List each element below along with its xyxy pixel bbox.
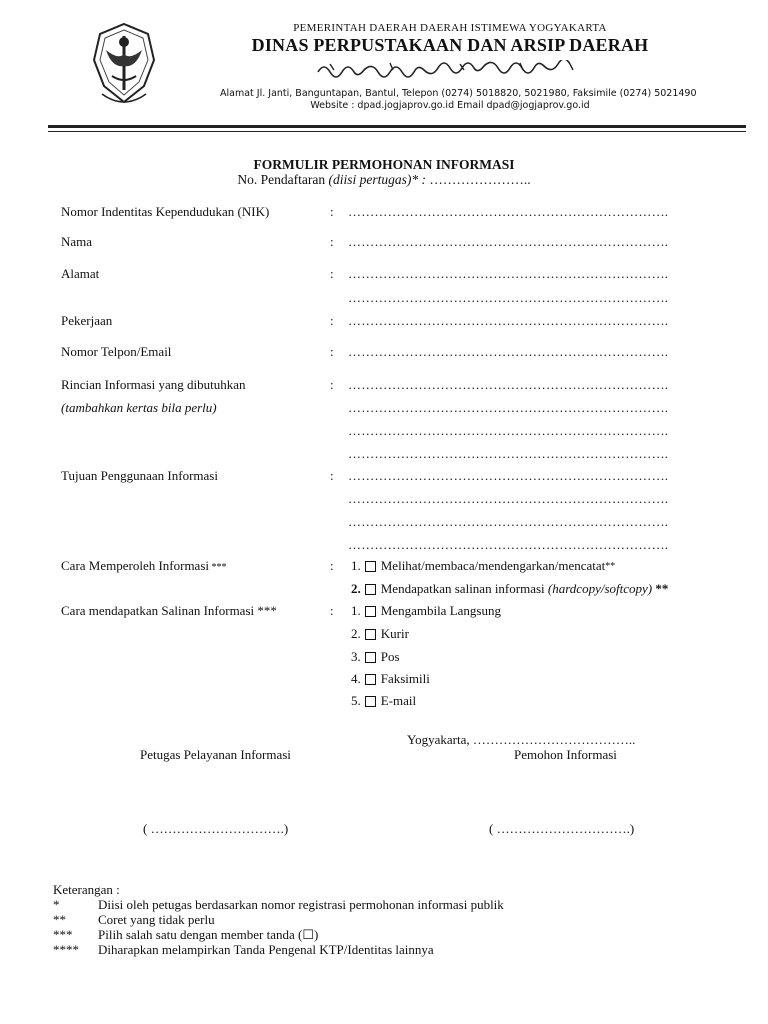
registration-note: (diisi pertugas)* :: [328, 172, 426, 187]
government-name: PEMERINTAH DAERAH DAERAH ISTIMEWA YOGYAKARTA: [293, 22, 607, 34]
checkbox[interactable]: [365, 561, 376, 572]
registration-number: [0, 172, 768, 188]
colon: :: [330, 377, 334, 392]
colon: :: [330, 603, 334, 618]
colon: :: [330, 313, 334, 328]
cara-memperoleh-text: Cara Memperoleh Informasi: [61, 558, 210, 573]
applicant-title: Pemohon Informasi: [514, 747, 617, 762]
option-label: Pos: [380, 649, 400, 664]
checkbox[interactable]: [365, 584, 376, 595]
colon: :: [330, 344, 334, 359]
colon: :: [330, 204, 334, 219]
cara-memperoleh-label: [61, 558, 227, 574]
checkbox[interactable]: [365, 606, 376, 617]
option-number: 1.: [351, 558, 361, 573]
option-label: Kurir: [380, 626, 409, 641]
form-title: FORMULIR PERMOHONAN INFORMASI: [253, 157, 515, 172]
note-text: Pilih salah satu dengan member tanda (☐): [98, 927, 319, 942]
option-number: 3.: [351, 649, 361, 664]
option-number: 1.: [351, 603, 361, 618]
note-text: Coret yang tidak perlu: [98, 912, 215, 927]
tujuan-field-line-3[interactable]: ……………………………………………………………….: [348, 514, 669, 529]
nama-label: Nama: [61, 234, 93, 249]
salinan-option-4[interactable]: [351, 671, 430, 687]
memperoleh-option-1[interactable]: [351, 558, 615, 574]
note-key: **: [53, 912, 66, 927]
alamat-field-line-2[interactable]: ……………………………………………………………….: [348, 290, 669, 305]
alamat-label: Alamat: [61, 266, 100, 281]
registration-blank[interactable]: …………………..: [425, 172, 531, 187]
option-label: E-mail: [380, 693, 417, 708]
salinan-option-5[interactable]: [351, 693, 416, 709]
javanese-script-line: [220, 60, 680, 82]
option-number: 2.: [351, 581, 361, 596]
rincian-note: (tambahkan kertas bila perlu): [61, 400, 217, 415]
option-label: Melihat/membaca/mendengarkan/mencatat: [380, 558, 606, 573]
telpon-field[interactable]: ……………………………………………………………….: [348, 344, 669, 359]
note-key: *: [53, 897, 60, 912]
colon: :: [330, 234, 334, 249]
letterhead-rule-thin: [48, 131, 746, 132]
salinan-option-2[interactable]: [351, 626, 409, 642]
checkbox[interactable]: [365, 652, 376, 663]
website-email-line: Website : dpad.jogjaprov.go.id Email dpad@jogjaprov.go.id: [310, 100, 590, 111]
cara-memperoleh-mark: ***: [209, 562, 227, 573]
option-mark: **: [652, 581, 669, 596]
alamat-field-line-1[interactable]: ……………………………………………………………….: [348, 266, 669, 281]
option-mark: **: [605, 560, 616, 572]
place-date: Yogyakarta, ………………………………..: [407, 732, 636, 747]
tujuan-field-line-1[interactable]: ……………………………………………………………….: [348, 468, 669, 483]
colon: :: [330, 558, 334, 573]
tujuan-field-line-4[interactable]: ……………………………………………………………….: [348, 537, 669, 552]
note-text: Diharapkan melampirkan Tanda Pengenal KTP/Identitas lainnya: [98, 942, 434, 957]
rincian-field-line-3[interactable]: ……………………………………………………………….: [348, 423, 669, 438]
nama-field[interactable]: ……………………………………………………………….: [348, 234, 669, 249]
salinan-option-3[interactable]: [351, 649, 400, 665]
coat-of-arms-logo: [88, 20, 160, 106]
option-label: Faksimili: [380, 671, 430, 686]
option-label: Mendapatkan salinan informasi: [380, 581, 548, 596]
rincian-label: Rincian Informasi yang dibutuhkan: [61, 377, 246, 392]
option-number: 5.: [351, 693, 361, 708]
checkbox[interactable]: [365, 629, 376, 640]
note-text: Diisi oleh petugas berdasarkan nomor registrasi permohonan informasi publik: [98, 897, 504, 912]
rincian-field-line-2[interactable]: ……………………………………………………………….: [348, 400, 669, 415]
checkbox[interactable]: [365, 674, 376, 685]
checkbox[interactable]: [365, 696, 376, 707]
note-key: ***: [53, 927, 73, 942]
colon: :: [330, 266, 334, 281]
colon: :: [330, 468, 334, 483]
nik-label: Nomor Indentitas Kependudukan (NIK): [61, 204, 270, 219]
pekerjaan-field[interactable]: ……………………………………………………………….: [348, 313, 669, 328]
letterhead-rule-thick: [48, 125, 746, 128]
telpon-label: Nomor Telpon/Email: [61, 344, 172, 359]
rincian-field-line-1[interactable]: ……………………………………………………………….: [348, 377, 669, 392]
option-label: Mengambila Langsung: [380, 603, 501, 618]
salinan-option-1[interactable]: [351, 603, 501, 619]
officer-signature-name[interactable]: ( ………………………….): [143, 821, 289, 836]
rincian-field-line-4[interactable]: ……………………………………………………………….: [348, 446, 669, 461]
option-label-italic: (hardcopy/softcopy): [547, 581, 653, 596]
memperoleh-option-2[interactable]: [351, 581, 668, 597]
option-number: 4.: [351, 671, 361, 686]
option-number: 2.: [351, 626, 361, 641]
applicant-signature-name[interactable]: ( ………………………….): [489, 821, 635, 836]
address-line: Alamat Jl. Janti, Banguntapan, Bantul, Telepon (0274) 5018820, 5021980, Faksimile (0274) 5021490: [220, 88, 697, 99]
tujuan-label: Tujuan Penggunaan Informasi: [61, 468, 218, 483]
note-key: ****: [53, 942, 79, 957]
agency-name: DINAS PERPUSTAKAAN DAN ARSIP DAERAH: [251, 35, 649, 55]
pekerjaan-label: Pekerjaan: [61, 313, 113, 328]
nik-field[interactable]: ……………………………………………………………….: [348, 204, 669, 219]
registration-label: No. Pendaftaran: [237, 172, 329, 187]
cara-salinan-label: Cara mendapatkan Salinan Informasi ***: [61, 603, 277, 618]
officer-title: Petugas Pelayanan Informasi: [140, 747, 291, 762]
notes-title: Keterangan :: [53, 882, 120, 897]
tujuan-field-line-2[interactable]: ……………………………………………………………….: [348, 491, 669, 506]
